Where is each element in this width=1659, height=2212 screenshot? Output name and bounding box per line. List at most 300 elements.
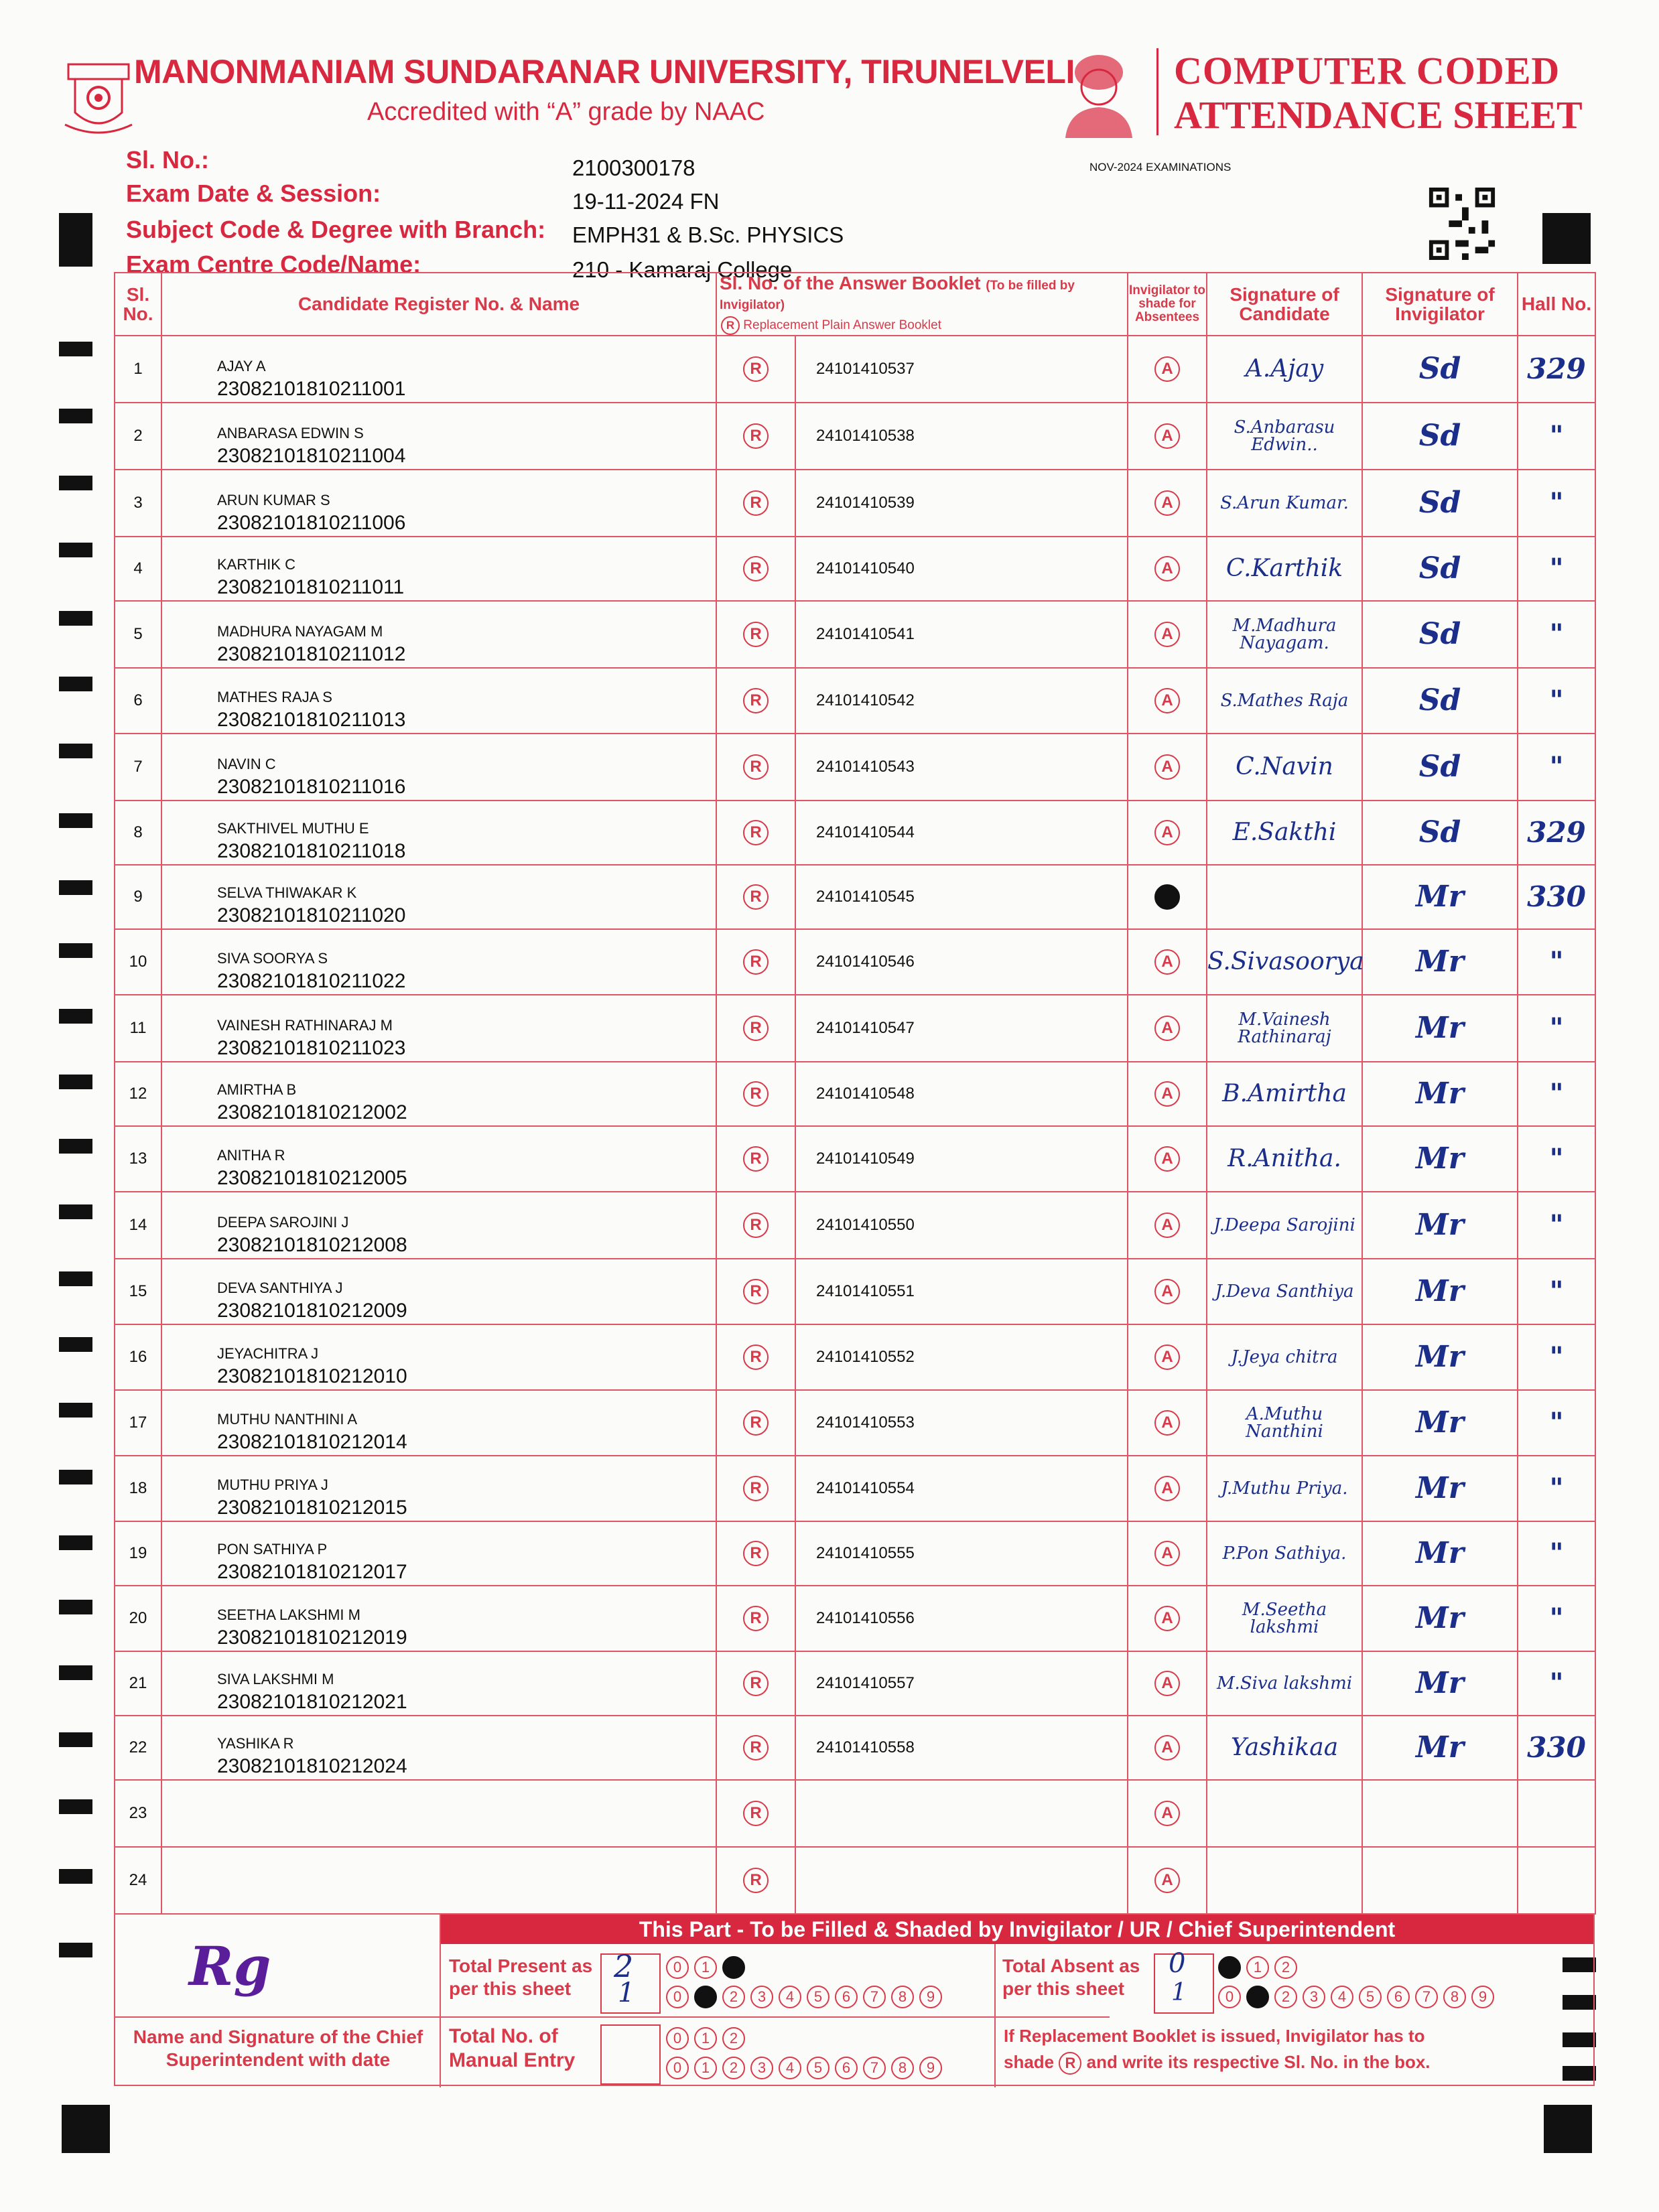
row-sl: 18 (115, 1456, 161, 1521)
candidate-signature: J.Muthu Priya. (1221, 1478, 1348, 1499)
absent-bubble[interactable]: A (1154, 490, 1180, 516)
invigilator-signature: Mr (1416, 945, 1464, 979)
absent-cell[interactable] (1128, 865, 1207, 929)
replacement-cell[interactable] (716, 1126, 795, 1192)
replacement-cell[interactable] (716, 668, 795, 734)
booklet-no: 24101410538 (795, 403, 1128, 470)
absent-bubble[interactable]: A (1154, 423, 1180, 449)
row-sl: 24 (115, 1847, 161, 1914)
row-sl: 9 (115, 865, 161, 929)
absent-bubble[interactable]: A (1154, 1410, 1180, 1436)
digit-bubble[interactable]: 2 (722, 2057, 745, 2079)
replacement-cell[interactable] (716, 1259, 795, 1324)
accreditation: Accredited with “A” grade by NAAC (367, 98, 765, 126)
replacement-bubble[interactable]: R (743, 1735, 769, 1760)
footer-section (114, 1913, 1595, 2086)
digit-bubble[interactable]: 8 (1443, 1986, 1466, 2008)
table-row (115, 668, 1595, 734)
total-absent-digit-units: 1 (1171, 1979, 1187, 2006)
replacement-cell[interactable] (716, 403, 795, 470)
replacement-cell[interactable] (716, 336, 795, 403)
invigilator-signature: Sd (1418, 419, 1461, 454)
candidate-signature: E.Sakthi (1232, 818, 1337, 846)
candidate-signature-cell (1207, 734, 1362, 801)
booklet-no (795, 1780, 1128, 1847)
digit-bubble[interactable]: 3 (750, 1986, 773, 2008)
exam-date-value: 19-11-2024 FN (572, 189, 720, 214)
absent-cell[interactable] (1128, 734, 1207, 801)
header-booklet-main: Sl. No. of the Answer Booklet (720, 273, 981, 293)
digit-bubble[interactable]: 8 (891, 2057, 914, 2079)
absent-bubble[interactable]: A (1154, 688, 1180, 713)
replacement-cell[interactable] (716, 929, 795, 995)
exam-date-label: Exam Date & Session: (126, 180, 381, 207)
absent-cell[interactable] (1128, 1324, 1207, 1390)
digit-bubble[interactable]: 1 (694, 2057, 717, 2079)
digit-bubble[interactable]: 1 (694, 2027, 717, 2050)
absent-bubble[interactable]: A (1154, 1146, 1180, 1172)
timing-mark (59, 1470, 92, 1484)
digit-bubble[interactable]: 7 (863, 1986, 886, 2008)
candidate-signature-cell (1207, 1586, 1362, 1651)
row-sl: 1 (115, 336, 161, 403)
replacement-bubble[interactable]: R (743, 1213, 769, 1238)
absent-cell[interactable] (1128, 801, 1207, 865)
header-booklet (716, 273, 1128, 336)
candidate-register-no: 23082101810212002 (217, 1101, 407, 1123)
candidate-name: MUTHU PRIYA J (217, 1476, 328, 1493)
replacement-cell[interactable] (716, 865, 795, 929)
row-sl: 12 (115, 1062, 161, 1126)
candidate-name: DEEPA SAROJINI J (217, 1213, 349, 1231)
replacement-bubble[interactable]: R (743, 820, 769, 845)
manual-entry-units-bubbles[interactable] (666, 2057, 947, 2079)
candidate-register-no: 23082101810211006 (217, 511, 406, 534)
hall-no: " (1549, 618, 1564, 650)
replacement-bubble[interactable]: R (743, 1279, 769, 1304)
digit-bubble[interactable]: 4 (1331, 1986, 1353, 2008)
digit-bubble[interactable]: 0 (666, 1986, 689, 2008)
row-candidate (161, 1126, 716, 1192)
candidate-signature: C.Karthik (1225, 554, 1343, 582)
hall-no-cell (1518, 734, 1595, 801)
replacement-r-icon: R (1059, 2052, 1081, 2075)
row-candidate (161, 1780, 716, 1847)
replacement-bubble[interactable]: R (743, 754, 769, 780)
replacement-bubble[interactable]: R (743, 1541, 769, 1566)
header-sl: Sl. No. (115, 273, 161, 336)
candidate-name: SEETHA LAKSHMI M (217, 1606, 360, 1623)
header-replacement: Replacement Plain Answer Booklet (743, 318, 941, 332)
invigilator-signature: Sd (1418, 750, 1461, 784)
hall-no-cell (1518, 929, 1595, 995)
total-absent-tens-bubbles[interactable] (1218, 1956, 1303, 1979)
absent-cell[interactable] (1128, 1456, 1207, 1521)
table-row (115, 1192, 1595, 1259)
table-row (115, 995, 1595, 1062)
manual-entry-box[interactable] (600, 2024, 661, 2085)
digit-bubble[interactable]: 1 (694, 1956, 717, 1979)
absent-cell[interactable] (1128, 336, 1207, 403)
total-present-units-bubbles[interactable] (666, 1986, 947, 2008)
absent-cell[interactable] (1128, 1586, 1207, 1651)
hall-no-cell (1518, 336, 1595, 403)
candidate-signature: J.Deva Santhiya (1215, 1281, 1354, 1302)
replacement-cell[interactable] (716, 470, 795, 537)
table-row (115, 403, 1595, 470)
replacement-cell[interactable] (716, 1192, 795, 1259)
invigilator-signature: Mr (1416, 1077, 1464, 1111)
candidate-register-no: 23082101810212010 (217, 1365, 407, 1387)
replacement-cell[interactable] (716, 1521, 795, 1586)
table-row (115, 1716, 1595, 1780)
invigilator-signature: Mr (1416, 1142, 1464, 1176)
invigilator-signature: Sd (1418, 617, 1461, 652)
row-sl: 6 (115, 668, 161, 734)
absent-bubble[interactable]: A (1154, 622, 1180, 647)
absent-bubble[interactable]: A (1154, 1541, 1180, 1566)
total-present-digit-units: 1 (618, 1978, 635, 2008)
booklet-no (795, 1847, 1128, 1914)
replacement-cell[interactable] (716, 1716, 795, 1780)
digit-bubble[interactable]: 0 (1218, 1986, 1241, 2008)
absent-bubble[interactable]: A (1154, 1735, 1180, 1760)
replacement-cell[interactable] (716, 1062, 795, 1126)
row-candidate (161, 668, 716, 734)
candidate-signature: B.Amirtha (1222, 1079, 1347, 1107)
candidate-register-no: 23082101810212017 (217, 1560, 407, 1583)
timing-mark (59, 1139, 92, 1154)
replacement-bubble[interactable]: R (743, 490, 769, 516)
candidate-signature: S.Sivasoorya (1207, 947, 1364, 975)
qr-code-icon (1429, 188, 1496, 260)
digit-bubble[interactable]: 7 (863, 2057, 886, 2079)
digit-bubble[interactable]: 2 (1274, 1956, 1297, 1979)
replacement-cell[interactable] (716, 801, 795, 865)
candidate-signature: C.Navin (1236, 752, 1333, 780)
digit-bubble[interactable]: 9 (919, 2057, 942, 2079)
replacement-bubble[interactable]: R (743, 1344, 769, 1370)
digit-bubble[interactable]: 5 (1359, 1986, 1382, 2008)
candidate-name: JEYACHITRA J (217, 1344, 319, 1362)
hall-no: 330 (1527, 880, 1586, 914)
absent-bubble[interactable]: A (1154, 1801, 1180, 1826)
total-present-label: Total Present as per this sheet (449, 1955, 593, 1999)
digit-bubble[interactable]: 9 (1471, 1986, 1494, 2008)
hall-no-cell (1518, 601, 1595, 668)
candidate-register-no: 23082101810211016 (217, 775, 406, 798)
digit-bubble[interactable]: 3 (750, 2057, 773, 2079)
total-absent-units-bubbles[interactable] (1218, 1986, 1500, 2008)
absent-cell[interactable] (1128, 1716, 1207, 1780)
attendance-table (114, 272, 1596, 1915)
absent-bubble[interactable]: A (1154, 1016, 1180, 1041)
digit-bubble[interactable]: 0 (666, 2057, 689, 2079)
candidate-signature: M.Seetha lakshmi (1242, 1599, 1327, 1637)
absent-cell[interactable] (1128, 403, 1207, 470)
row-candidate (161, 734, 716, 801)
replacement-bubble[interactable]: R (743, 356, 769, 382)
replacement-cell[interactable] (716, 1586, 795, 1651)
candidate-signature: A.Muthu Nanthini (1246, 1403, 1323, 1442)
invigilator-signature-cell (1362, 1586, 1518, 1651)
hall-no-cell (1518, 1716, 1595, 1780)
replacement-cell[interactable] (716, 1780, 795, 1847)
digit-bubble[interactable]: 7 (1415, 1986, 1438, 2008)
digit-bubble[interactable]: 6 (835, 2057, 858, 2079)
replacement-bubble[interactable]: R (743, 622, 769, 647)
absent-cell[interactable] (1128, 1651, 1207, 1716)
replacement-cell[interactable] (716, 1324, 795, 1390)
candidate-signature-cell (1207, 403, 1362, 470)
candidate-name: MUTHU NANTHINI A (217, 1410, 357, 1428)
row-candidate (161, 336, 716, 403)
absent-cell[interactable] (1128, 1780, 1207, 1847)
absent-bubble[interactable]: A (1154, 884, 1180, 910)
digit-bubble[interactable]: 8 (891, 1986, 914, 2008)
row-sl: 10 (115, 929, 161, 995)
timing-mark (59, 880, 92, 895)
absent-bubble[interactable]: A (1154, 754, 1180, 780)
row-candidate (161, 995, 716, 1062)
row-candidate (161, 1651, 716, 1716)
row-candidate (161, 1847, 716, 1914)
timing-mark (59, 342, 92, 356)
candidate-signature-cell (1207, 995, 1362, 1062)
absent-bubble[interactable]: A (1154, 1344, 1180, 1370)
candidate-signature: S.Anbarasu Edwin.. (1234, 417, 1335, 455)
candidate-name: SIVA LAKSHMI M (217, 1670, 334, 1687)
hall-no: 329 (1527, 352, 1586, 386)
replacement-note-shade: shade (1004, 2052, 1055, 2072)
booklet-no: 24101410547 (795, 995, 1128, 1062)
corner-mark (62, 2105, 110, 2153)
absent-cell[interactable] (1128, 1126, 1207, 1192)
absent-bubble[interactable]: A (1154, 1279, 1180, 1304)
replacement-bubble[interactable]: R (743, 1016, 769, 1041)
total-absent-label: Total Absent as per this sheet (1002, 1955, 1140, 1999)
sheet-title-line2: ATTENDANCE SHEET (1174, 93, 1583, 137)
hall-no: " (1549, 1275, 1564, 1308)
absent-cell[interactable] (1128, 1192, 1207, 1259)
replacement-bubble[interactable]: R (743, 1081, 769, 1107)
candidate-name: DEVA SANTHIYA J (217, 1279, 343, 1296)
replacement-bubble[interactable]: R (743, 884, 769, 910)
exam-label: NOV-2024 EXAMINATIONS (1089, 161, 1232, 174)
candidate-signature-cell (1207, 336, 1362, 403)
candidate-signature-cell (1207, 537, 1362, 601)
replacement-cell[interactable] (716, 734, 795, 801)
digit-bubble[interactable]: 2 (1274, 1986, 1297, 2008)
digit-bubble[interactable]: 6 (835, 1986, 858, 2008)
replacement-cell[interactable] (716, 537, 795, 601)
row-sl: 19 (115, 1521, 161, 1586)
absent-cell[interactable] (1128, 929, 1207, 995)
absent-bubble[interactable]: A (1154, 1606, 1180, 1631)
absent-cell[interactable] (1128, 470, 1207, 537)
candidate-register-no: 23082101810212021 (217, 1690, 407, 1713)
row-sl: 13 (115, 1126, 161, 1192)
absent-bubble[interactable]: A (1154, 1671, 1180, 1696)
row-candidate (161, 865, 716, 929)
digit-bubble[interactable]: 2 (722, 1956, 745, 1979)
replacement-bubble[interactable]: R (743, 688, 769, 713)
absent-cell[interactable] (1128, 1390, 1207, 1456)
invigilator-signature-cell (1362, 801, 1518, 865)
hall-no-cell (1518, 470, 1595, 537)
invigilator-signature: Sd (1418, 815, 1461, 850)
absent-cell[interactable] (1128, 668, 1207, 734)
candidate-signature-cell (1207, 801, 1362, 865)
candidate-register-no: 23082101810211012 (217, 642, 406, 665)
digit-bubble[interactable]: 2 (722, 2027, 745, 2050)
candidate-register-no: 23082101810211022 (217, 969, 406, 992)
hall-no: " (1549, 487, 1564, 519)
absent-cell[interactable] (1128, 1847, 1207, 1914)
absent-cell[interactable] (1128, 1521, 1207, 1586)
candidate-register-no: 23082101810211001 (217, 377, 406, 400)
row-sl: 4 (115, 537, 161, 601)
absent-cell[interactable] (1128, 1259, 1207, 1324)
timing-mark (59, 1337, 92, 1352)
candidate-register-no: 23082101810211004 (217, 444, 406, 467)
candidate-register-no: 23082101810211013 (217, 708, 406, 731)
absent-bubble[interactable]: A (1154, 820, 1180, 845)
invigilator-signature-cell (1362, 1780, 1518, 1847)
digit-bubble[interactable]: 4 (779, 2057, 801, 2079)
table-row (115, 336, 1595, 403)
table-row (115, 537, 1595, 601)
digit-bubble[interactable]: 1 (1246, 1986, 1269, 2008)
replacement-bubble[interactable]: R (743, 1476, 769, 1501)
timing-mark (59, 677, 92, 691)
digit-bubble[interactable]: 1 (1246, 1956, 1269, 1979)
replacement-bubble[interactable]: R (743, 1671, 769, 1696)
digit-bubble[interactable]: 9 (919, 1986, 942, 2008)
absent-bubble[interactable]: A (1154, 1081, 1180, 1107)
sl-no-value: 2100300178 (572, 155, 695, 180)
digit-bubble[interactable]: 0 (666, 2027, 689, 2050)
invigilator-signature-cell (1362, 1651, 1518, 1716)
absent-bubble[interactable]: A (1154, 356, 1180, 382)
timing-mark (59, 1403, 92, 1418)
chief-superintendent-signature: Rg (189, 1935, 271, 1998)
absent-bubble[interactable]: A (1154, 556, 1180, 581)
invigilator-signature: Mr (1416, 1405, 1464, 1440)
replacement-cell[interactable] (716, 995, 795, 1062)
candidate-signature-cell (1207, 1716, 1362, 1780)
replacement-bubble[interactable]: R (743, 423, 769, 449)
candidate-name: ANITHA R (217, 1146, 285, 1164)
row-candidate (161, 929, 716, 995)
row-candidate (161, 1192, 716, 1259)
header-hall: Hall No. (1518, 273, 1595, 336)
replacement-cell[interactable] (716, 1456, 795, 1521)
header-booklet-note: (To be filled by Invigilator) (720, 279, 1075, 313)
hall-no-cell (1518, 1062, 1595, 1126)
replacement-bubble[interactable]: R (743, 1410, 769, 1436)
candidate-signature: P.Pon Sathiya. (1222, 1543, 1347, 1564)
booklet-no: 24101410550 (795, 1192, 1128, 1259)
digit-bubble[interactable]: 4 (779, 1986, 801, 2008)
candidate-signature-cell (1207, 668, 1362, 734)
replacement-bubble[interactable]: R (743, 1606, 769, 1631)
absent-cell[interactable] (1128, 537, 1207, 601)
table-row (115, 1847, 1595, 1914)
absent-cell[interactable] (1128, 601, 1207, 668)
hall-no: " (1549, 1012, 1564, 1044)
booklet-no: 24101410541 (795, 601, 1128, 668)
table-row (115, 734, 1595, 801)
manual-entry-label: Total No. of Manual Entry (449, 2025, 576, 2071)
hall-no: " (1549, 1667, 1564, 1700)
digit-bubble[interactable]: 0 (1218, 1956, 1241, 1979)
absent-bubble[interactable]: A (1154, 1476, 1180, 1501)
replacement-cell[interactable] (716, 1651, 795, 1716)
absent-cell[interactable] (1128, 1062, 1207, 1126)
absent-bubble[interactable]: A (1154, 1213, 1180, 1238)
digit-bubble[interactable]: 5 (807, 1986, 829, 2008)
candidate-name: PON SATHIYA P (217, 1540, 328, 1558)
total-absent-digit-tens: 0 (1169, 1948, 1186, 1979)
invigilator-signature-cell (1362, 336, 1518, 403)
booklet-no: 24101410546 (795, 929, 1128, 995)
candidate-register-no: 23082101810212014 (217, 1430, 407, 1453)
row-sl: 7 (115, 734, 161, 801)
invigilator-signature-cell (1362, 601, 1518, 668)
digit-bubble[interactable]: 3 (1303, 1986, 1325, 2008)
hall-no-cell (1518, 1780, 1595, 1847)
replacement-bubble[interactable]: R (743, 1146, 769, 1172)
row-candidate (161, 1456, 716, 1521)
row-sl: 3 (115, 470, 161, 537)
row-candidate (161, 1521, 716, 1586)
replacement-bubble[interactable]: R (743, 1868, 769, 1893)
replacement-r-icon: R (721, 316, 740, 335)
replacement-bubble[interactable]: R (743, 949, 769, 975)
university-logo-icon (62, 59, 135, 139)
replacement-cell[interactable] (716, 1847, 795, 1914)
replacement-bubble[interactable]: R (743, 1801, 769, 1826)
replacement-note-line2: and write its respective Sl. No. in the box. (1086, 2052, 1431, 2072)
candidate-name: NAVIN C (217, 755, 276, 772)
centre-value: 210 - Kamaraj College (572, 257, 793, 282)
invigilator-signature-cell (1362, 995, 1518, 1062)
digit-bubble[interactable]: 1 (694, 1986, 717, 2008)
manual-entry-tens-bubbles[interactable] (666, 2027, 750, 2050)
row-candidate (161, 601, 716, 668)
hall-no-cell (1518, 1390, 1595, 1456)
absent-cell[interactable] (1128, 995, 1207, 1062)
replacement-bubble[interactable]: R (743, 556, 769, 581)
digit-bubble[interactable]: 6 (1387, 1986, 1410, 2008)
replacement-cell[interactable] (716, 1390, 795, 1456)
invigilator-signature-cell (1362, 1716, 1518, 1780)
invigilator-signature: Mr (1416, 1011, 1464, 1046)
booklet-no: 24101410555 (795, 1521, 1128, 1586)
digit-bubble[interactable]: 5 (807, 2057, 829, 2079)
hall-no: " (1549, 685, 1564, 717)
booklet-no: 24101410539 (795, 470, 1128, 537)
footer-banner: This Part - To be Filled & Shaded by Invigilator / UR / Chief Superintendent (441, 1915, 1593, 1944)
digit-bubble[interactable]: 2 (722, 1986, 745, 2008)
digit-bubble[interactable]: 0 (666, 1956, 689, 1979)
hall-no-cell (1518, 537, 1595, 601)
replacement-cell[interactable] (716, 601, 795, 668)
total-present-tens-bubbles[interactable] (666, 1956, 750, 1979)
absent-bubble[interactable]: A (1154, 1868, 1180, 1893)
absent-bubble[interactable]: A (1154, 949, 1180, 975)
